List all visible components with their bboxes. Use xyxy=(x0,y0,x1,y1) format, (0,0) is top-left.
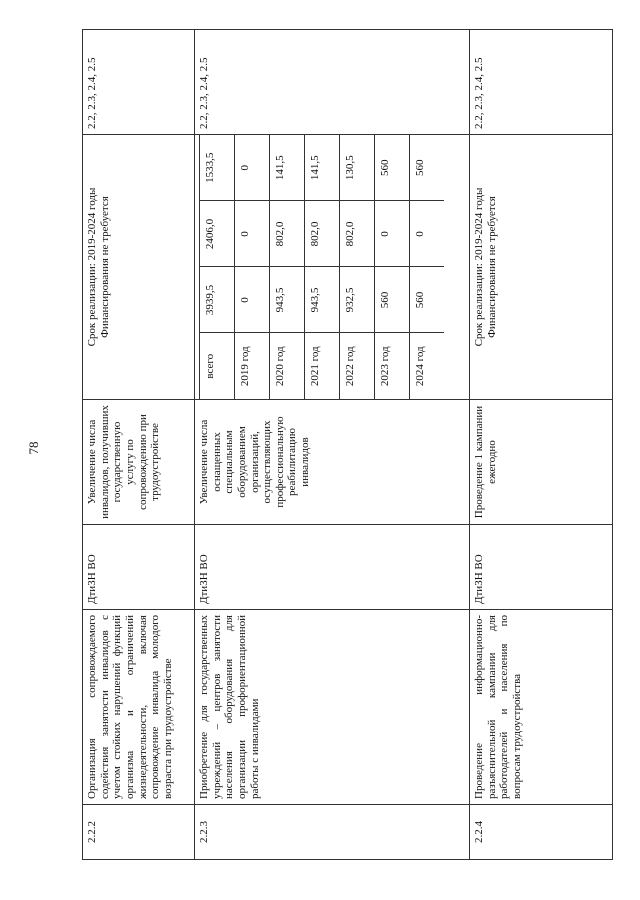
funding-federal: 802,0 xyxy=(340,201,375,267)
funding-regional: 0 xyxy=(235,135,270,201)
table-row xyxy=(470,30,613,860)
row-indicators: 2.2, 2.3, 2.4, 2.5 xyxy=(195,30,470,135)
funding-period: 2020 год xyxy=(270,333,305,399)
funding-row xyxy=(375,135,410,399)
funding-row xyxy=(200,135,235,399)
funding-federal: 0 xyxy=(235,201,270,267)
funding-period: 2023 год xyxy=(375,333,410,399)
row-indicators: 2.2, 2.3, 2.4, 2.5 xyxy=(83,30,195,135)
program-table xyxy=(82,29,613,860)
row-executor: ДтиЗН ВО xyxy=(83,525,195,610)
funding-regional: 1533,5 xyxy=(200,135,235,201)
funding-note: Финансирования не требуется xyxy=(98,196,111,338)
funding-regional: 141,5 xyxy=(305,135,340,201)
funding-note: Финансирования не требуется xyxy=(485,196,498,338)
row-indicators: 2.2, 2.3, 2.4, 2.5 xyxy=(470,30,613,135)
row-result: Увеличение числа оснащенных специальным оборудованием организаций, осуществляющих профессиональную реабилитацию инвалидов xyxy=(195,400,470,525)
funding-total: 943,5 xyxy=(270,267,305,333)
row-funding xyxy=(470,135,613,400)
rotated-table-container xyxy=(82,30,612,860)
row-funding xyxy=(195,135,470,400)
funding-table xyxy=(199,135,444,399)
funding-period: 2022 год xyxy=(340,333,375,399)
funding-federal: 0 xyxy=(410,201,445,267)
row-result: Увеличение числа инвалидов, получивших государственную услугу по сопровождению при трудоустройстве xyxy=(83,400,195,525)
funding-total: 932,5 xyxy=(340,267,375,333)
funding-federal: 0 xyxy=(375,201,410,267)
table-row xyxy=(83,30,195,860)
funding-period: 2019 год xyxy=(235,333,270,399)
funding-total: 943,5 xyxy=(305,267,340,333)
funding-regional: 560 xyxy=(375,135,410,201)
row-executor: ДтиЗН ВО xyxy=(195,525,470,610)
row-description: Проведение информационно-разъяснительной кампании для работодателей и населения по вопросам трудоустройства xyxy=(470,610,613,805)
funding-period: всего xyxy=(200,333,235,399)
funding-row xyxy=(340,135,375,399)
row-number: 2.2.4 xyxy=(470,805,613,860)
funding-period: 2021 год xyxy=(305,333,340,399)
row-description: Организация сопровождаемого содействия занятости инвалидов с учетом стойких нарушений функций организма и ограничений жизнедеятельности, включая сопровождение инвалида молодого возраста при трудоустройстве xyxy=(83,610,195,805)
row-number: 2.2.2 xyxy=(83,805,195,860)
funding-row xyxy=(235,135,270,399)
funding-regional: 141,5 xyxy=(270,135,305,201)
funding-period: 2024 год xyxy=(410,333,445,399)
funding-row xyxy=(410,135,445,399)
row-funding xyxy=(83,135,195,400)
funding-row xyxy=(305,135,340,399)
funding-regional: 130,5 xyxy=(340,135,375,201)
funding-total: 560 xyxy=(375,267,410,333)
row-executor: ДтиЗН ВО xyxy=(470,525,613,610)
page-number: 78 xyxy=(26,441,41,455)
funding-term: Срок реализации: 2019-2024 годы xyxy=(473,187,485,347)
row-number: 2.2.3 xyxy=(195,805,470,860)
funding-total: 3939,5 xyxy=(200,267,235,333)
row-result: Проведение 1 кампании ежегодно xyxy=(470,400,613,525)
table-row xyxy=(195,30,470,860)
funding-federal: 2406,0 xyxy=(200,201,235,267)
funding-total: 560 xyxy=(410,267,445,333)
funding-federal: 802,0 xyxy=(270,201,305,267)
funding-federal: 802,0 xyxy=(305,201,340,267)
funding-regional: 560 xyxy=(410,135,445,201)
funding-total: 0 xyxy=(235,267,270,333)
funding-row xyxy=(270,135,305,399)
funding-term: Срок реализации: 2019-2024 годы xyxy=(86,187,98,347)
row-description: Приобретение для государственных учреждений – центров занятости населения оборудования для организации профориентационной работы с инвалидами xyxy=(195,610,470,805)
